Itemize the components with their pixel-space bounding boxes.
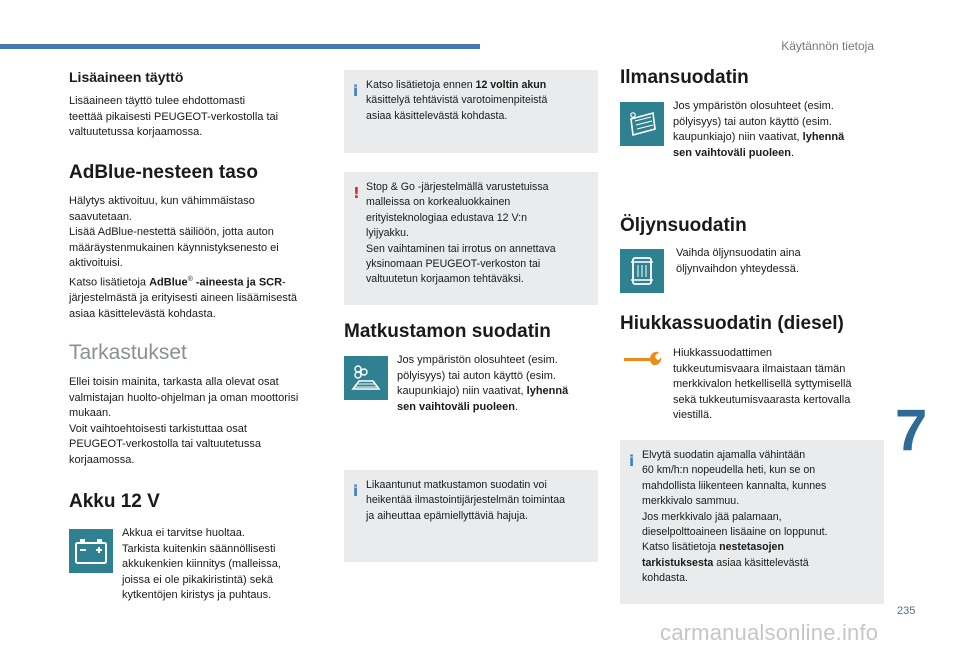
watermark: carmanualsonline.info	[660, 620, 879, 645]
air-pre: Jos ympäristön olosuhteet (esim. pölyisyys) tai auton käyttö (esim. kaupunkiajo) niin vaativat,	[673, 100, 834, 144]
chapter-title: Käytännön tietoja	[781, 39, 874, 53]
adblue-ref-bold: AdBlue	[149, 276, 188, 289]
info-icon: i	[353, 482, 359, 500]
note4-bold: nestetasojen tarkistuksesta	[642, 541, 784, 569]
checks-text: Ellei toisin mainita, tarkasta alla olevat osat valmistajan huolto-ohjelman ja oman moottorisi mukaan. Voit vaihtoehtoisesti tarkistuttaa osat PEUGEOT-verkostolla tai valtuutetussa korjaamossa.	[69, 376, 299, 466]
adblue-ref-pre: Katso lisätietoja	[69, 276, 150, 289]
info-icon: i	[629, 452, 635, 470]
stop-go-warning-note	[344, 172, 598, 305]
stop-go-warning-text: Stop & Go -järjestelmällä varustetuissa malleissa on korkealuokkainen erityisteknologiaa edustava 12 V:n lyijyakku. Sen vaihtaminen tai irrotus on annettava yksinomaan PEUGEOT-verkoston tai valtuutetun korjaamon tehtäväksi.	[366, 181, 556, 286]
adblue-ref-sup: ®	[187, 275, 193, 283]
additive-title: Lisäaineen täyttö	[69, 69, 184, 85]
wrench-icon	[620, 344, 664, 374]
chapter-number: 7	[895, 398, 928, 463]
diesel-filter-text: Hiukkassuodattimen tukkeutumisvaara ilmaistaan tämän merkkivalon hetkellisellä syttymisellä sekä tukkeutumisvaarasta kertovalla viestillä.	[673, 347, 852, 422]
battery-info-note	[344, 70, 598, 153]
adblue-ref-post: - järjestelmästä ja erityisesti aineen lisäämisestä asiaa käsittelevästä kohdasta.	[69, 276, 298, 320]
battery-title: Akku 12 V	[69, 491, 160, 512]
note1-pre: Katso lisätietoja ennen	[366, 79, 476, 91]
battery-info-text	[366, 78, 588, 124]
oil-filter-text: Vaihda öljynsuodatin aina öljynvaihdon yhteydessä.	[676, 247, 801, 275]
diesel-filter-info-text	[642, 448, 874, 587]
cabin-post: .	[514, 400, 519, 413]
note4-post: asiaa käsittelevästä kohdasta.	[642, 556, 809, 585]
adblue-ref-bold2: -aineesta ja SCR	[192, 276, 283, 289]
air-bold: lyhennä sen vaihtoväli puoleen	[673, 131, 845, 159]
cabin-filter-info-text: Likaantunut matkustamon suodatin voi heikentää ilmastointijärjestelmän toimintaa ja aiheuttaa epämiellyttäviä hajuja.	[366, 479, 566, 522]
additive-text: Lisäaineen täyttö tulee ehdottomasti teettää pikaisesti PEUGEOT-verkostolla tai valtuutetussa korjaamossa.	[69, 95, 279, 139]
cabin-bold: lyhennä sen vaihtoväli puoleen	[397, 385, 569, 413]
air-filter-icon	[620, 102, 664, 146]
oil-filter-title: Öljynsuodatin	[620, 215, 747, 236]
note1-bold: 12 voltin akun	[475, 79, 547, 91]
cabin-filter-title: Matkustamon suodatin	[344, 321, 551, 342]
checks-title: Tarkastukset	[69, 341, 187, 364]
adblue-title: AdBlue-nesteen taso	[69, 162, 258, 183]
battery-icon	[69, 529, 113, 573]
cabin-pre: Jos ympäristön olosuhteet (esim. pölyisyys) tai auton käyttö (esim. kaupunkiajo) niin vaativat,	[397, 354, 558, 398]
adblue-text	[69, 194, 339, 322]
info-icon: i	[353, 82, 359, 100]
header-accent-bar	[0, 44, 480, 49]
cabin-filter-info-note	[344, 470, 598, 562]
adblue-text-body: Hälytys aktivoituu, kun vähimmäistaso saavutetaan. Lisää AdBlue-nestettä säiliöön, jotta auton määräystenmukainen käynnistyksenesto ei aktivoituisi.	[69, 195, 279, 270]
air-filter-text	[673, 99, 883, 161]
oil-filter-icon	[620, 249, 664, 293]
cabin-filter-text	[397, 353, 597, 415]
note1-post: käsittelyä tehtävistä varotoimenpiteistä asiaa käsittelevästä kohdasta.	[366, 94, 548, 122]
air-post: .	[790, 146, 795, 159]
battery-text: Akkua ei tarvitse huoltaa. Tarkista kuitenkin säännöllisesti akkukenkien kiinnitys (malleissa, joissa ei ole pikakiristintä) sekä kytkentöjen kiristys ja puhtaus.	[122, 527, 281, 602]
cabin-filter-icon	[344, 356, 388, 400]
page-number: 235	[897, 605, 916, 617]
air-filter-title: Ilmansuodatin	[620, 67, 749, 88]
warning-icon: !	[353, 184, 360, 202]
diesel-filter-title: Hiukkassuodatin (diesel)	[620, 313, 844, 334]
diesel-filter-info-note	[620, 440, 884, 604]
note4-pre: Elvytä suodatin ajamalla vähintään 60 km/h:n nopeudella heti, kun se on mahdollista liikenteen kannalta, kunnes merkkivalo sammuu. Jos merkkivalo jää palamaan, dieselpolttoaineen lisäaine on loppunut. Katso lisätietoja	[642, 449, 828, 554]
